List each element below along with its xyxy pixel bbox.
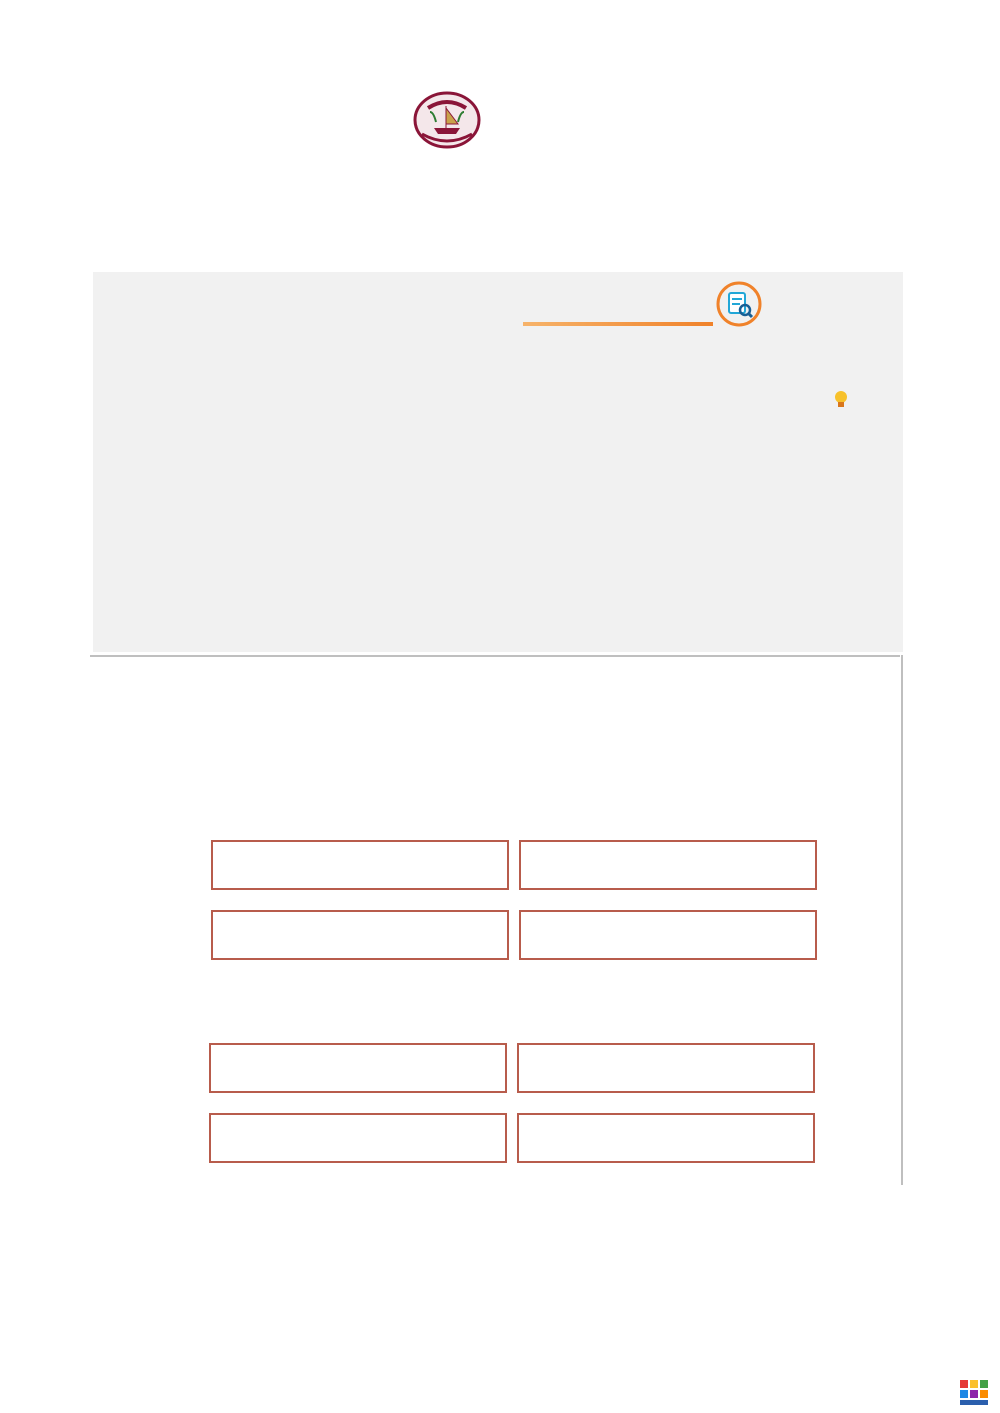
rule-heading-underline [523,322,713,326]
divider-line [90,655,900,657]
option-b2[interactable] [209,1043,507,1093]
palm-border-right [906,0,980,1413]
option-a4[interactable] [211,910,509,960]
option-b1[interactable] [517,1043,815,1093]
option-b4[interactable] [209,1113,507,1163]
option-a3[interactable] [519,910,817,960]
palm-border-top [0,38,1000,112]
magnifier-document-icon [715,280,763,328]
option-a1[interactable] [519,840,817,890]
liveworksheets-brand [960,1378,992,1408]
liveworksheets-logo-icon [960,1380,988,1406]
frame-right-line [901,655,903,1185]
option-a2[interactable] [211,840,509,890]
lightbulb-icon [833,390,849,410]
rule-panel [93,272,903,652]
palm-border-bottom [0,1300,1000,1374]
option-b3[interactable] [517,1113,815,1163]
ministry-logo [412,90,482,150]
palm-border-left [40,0,114,1413]
